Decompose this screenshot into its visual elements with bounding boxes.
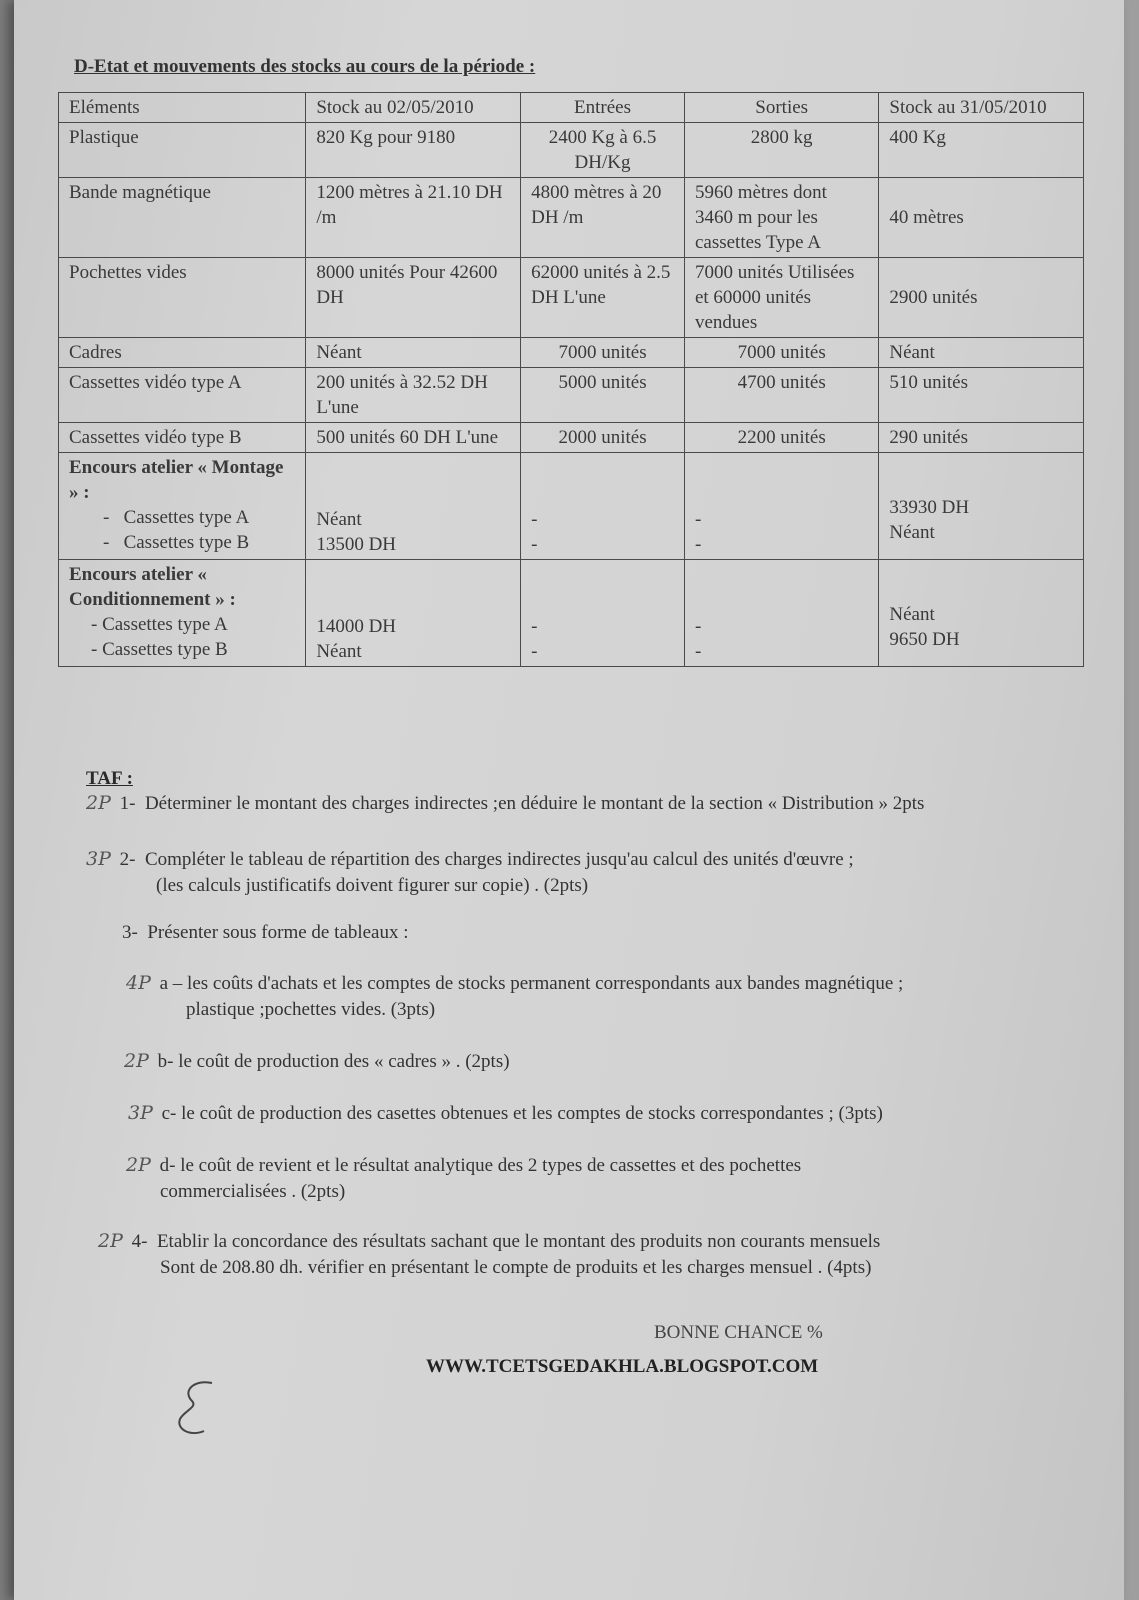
- cell-stock-final: 40 mètres: [879, 178, 1084, 258]
- taf-label: TAF :: [86, 768, 133, 789]
- section-title: D-Etat et mouvements des stocks au cours de la période :: [74, 56, 536, 77]
- cell-stock-final: 400 Kg: [879, 123, 1084, 178]
- cell-stock-final: 2900 unités: [879, 258, 1084, 338]
- handwritten-scribble-icon: [174, 1375, 234, 1445]
- cell-stock-initial: 500 unités 60 DH L'une: [306, 423, 521, 453]
- question-3b: 2P b- le coût de production des « cadres » . (2pts): [124, 1050, 510, 1072]
- handwritten-mark: 2P: [86, 792, 111, 814]
- table-row-encours-montage: [59, 453, 1084, 560]
- question-3d: 2P d- le coût de revient et le résultat analytique des 2 types de cassettes et des pochettes commercialisées . (2pts): [126, 1154, 802, 1202]
- handwritten-mark: 3P: [86, 848, 111, 870]
- header-elements: Eléments: [59, 93, 306, 123]
- table-header-row: [59, 93, 1084, 123]
- encours-conditionnement-type-b: - Cassettes type B: [91, 639, 228, 660]
- question-1: 2P 1- Déterminer le montant des charges indirectes ;en déduire le montant de la section « Distribution » 2pts: [86, 792, 925, 814]
- cell-montage-sorties: - -: [684, 453, 878, 560]
- handwritten-mark: 4P: [126, 972, 151, 994]
- cell-sorties: 2200 unités: [684, 423, 878, 453]
- question-3: 3- Présenter sous forme de tableaux :: [122, 922, 409, 943]
- cell-encours-montage: [59, 453, 306, 560]
- cell-entrees: 62000 unités à 2.5 DH L'une: [521, 258, 685, 338]
- cell-conditionnement-final: Néant 9650 DH: [879, 560, 1084, 667]
- cell-montage-entrees: - -: [521, 453, 685, 560]
- cell-montage-initial: Néant 13500 DH: [306, 453, 521, 560]
- encours-montage-type-b: - Cassettes type B: [103, 532, 250, 553]
- header-stock-final: Stock au 31/05/2010: [879, 93, 1084, 123]
- table-row: [59, 258, 1084, 338]
- handwritten-mark: 2P: [98, 1230, 123, 1252]
- table-row: [59, 338, 1084, 368]
- cell-stock-final: Néant: [879, 338, 1084, 368]
- cell-encours-conditionnement: [59, 560, 306, 667]
- encours-montage-title: Encours atelier « Montage » :: [69, 457, 284, 503]
- cell-stock-final: 290 unités: [879, 423, 1084, 453]
- cell-stock-final: 510 unités: [879, 368, 1084, 423]
- cell-conditionnement-initial: 14000 DH Néant: [306, 560, 521, 667]
- cell-element: Cassettes vidéo type A: [59, 368, 306, 423]
- cell-stock-initial: 820 Kg pour 9180: [306, 123, 521, 178]
- header-sorties: Sorties: [684, 93, 878, 123]
- stock-table: [58, 92, 1084, 667]
- cell-sorties: 7000 unités Utilisées et 60000 unités vendues: [684, 258, 878, 338]
- handwritten-mark: 3P: [128, 1102, 153, 1124]
- cell-element: Cassettes vidéo type B: [59, 423, 306, 453]
- document-page: [14, 0, 1124, 1600]
- table-row-encours-conditionnement: [59, 560, 1084, 667]
- encours-montage-type-a: - Cassettes type A: [103, 507, 250, 528]
- cell-sorties: 4700 unités: [684, 368, 878, 423]
- cell-entrees: 2400 Kg à 6.5 DH/Kg: [521, 123, 685, 178]
- page-edge: [0, 0, 14, 1600]
- cell-element: Bande magnétique: [59, 178, 306, 258]
- cell-sorties: 7000 unités: [684, 338, 878, 368]
- handwritten-mark: 2P: [126, 1154, 151, 1176]
- table-row: [59, 123, 1084, 178]
- cell-stock-initial: 1200 mètres à 21.10 DH /m: [306, 178, 521, 258]
- header-entrees: Entrées: [521, 93, 685, 123]
- cell-element: Plastique: [59, 123, 306, 178]
- cell-entrees: 4800 mètres à 20 DH /m: [521, 178, 685, 258]
- cell-entrees: 5000 unités: [521, 368, 685, 423]
- website-url: WWW.TCETSGEDAKHLA.BLOGSPOT.COM: [426, 1356, 819, 1377]
- cell-sorties: 2800 kg: [684, 123, 878, 178]
- cell-stock-initial: 200 unités à 32.52 DH L'une: [306, 368, 521, 423]
- table-row: [59, 368, 1084, 423]
- encours-conditionnement-type-a: - Cassettes type A: [91, 614, 228, 635]
- cell-entrees: 7000 unités: [521, 338, 685, 368]
- handwritten-mark: 2P: [124, 1050, 149, 1072]
- question-2: 3P 2- Compléter le tableau de répartition des charges indirectes jusqu'au calcul des unités d'œuvre ; (les calculs justificatifs doivent figurer sur copie) . (2pts): [86, 848, 854, 896]
- cell-conditionnement-entrees: - -: [521, 560, 685, 667]
- question-4: 2P 4- Etablir la concordance des résultats sachant que le montant des produits non courants mensuels Sont de 208.80 dh. vérifier en présentant le compte de produits et les charges mensuel . (4pts): [98, 1230, 881, 1278]
- encours-conditionnement-title: Encours atelier « Conditionnement » :: [69, 564, 236, 610]
- question-3a: 4P a – les coûts d'achats et les comptes de stocks permanent correspondants aux bandes magnétique ; plastique ;pochettes vides. (3pts): [126, 972, 904, 1020]
- table-row: [59, 178, 1084, 258]
- cell-stock-initial: 8000 unités Pour 42600 DH: [306, 258, 521, 338]
- header-stock-initial: Stock au 02/05/2010: [306, 93, 521, 123]
- cell-element: Cadres: [59, 338, 306, 368]
- cell-element: Pochettes vides: [59, 258, 306, 338]
- cell-sorties: 5960 mètres dont 3460 m pour les cassettes Type A: [684, 178, 878, 258]
- cell-entrees: 2000 unités: [521, 423, 685, 453]
- cell-stock-initial: Néant: [306, 338, 521, 368]
- bonne-chance: BONNE CHANCE %: [654, 1322, 823, 1343]
- question-3c: 3P c- le coût de production des casettes obtenues et les comptes de stocks correspondantes ; (3pts): [128, 1102, 883, 1124]
- cell-montage-final: 33930 DH Néant: [879, 453, 1084, 560]
- table-row: [59, 423, 1084, 453]
- cell-conditionnement-sorties: - -: [684, 560, 878, 667]
